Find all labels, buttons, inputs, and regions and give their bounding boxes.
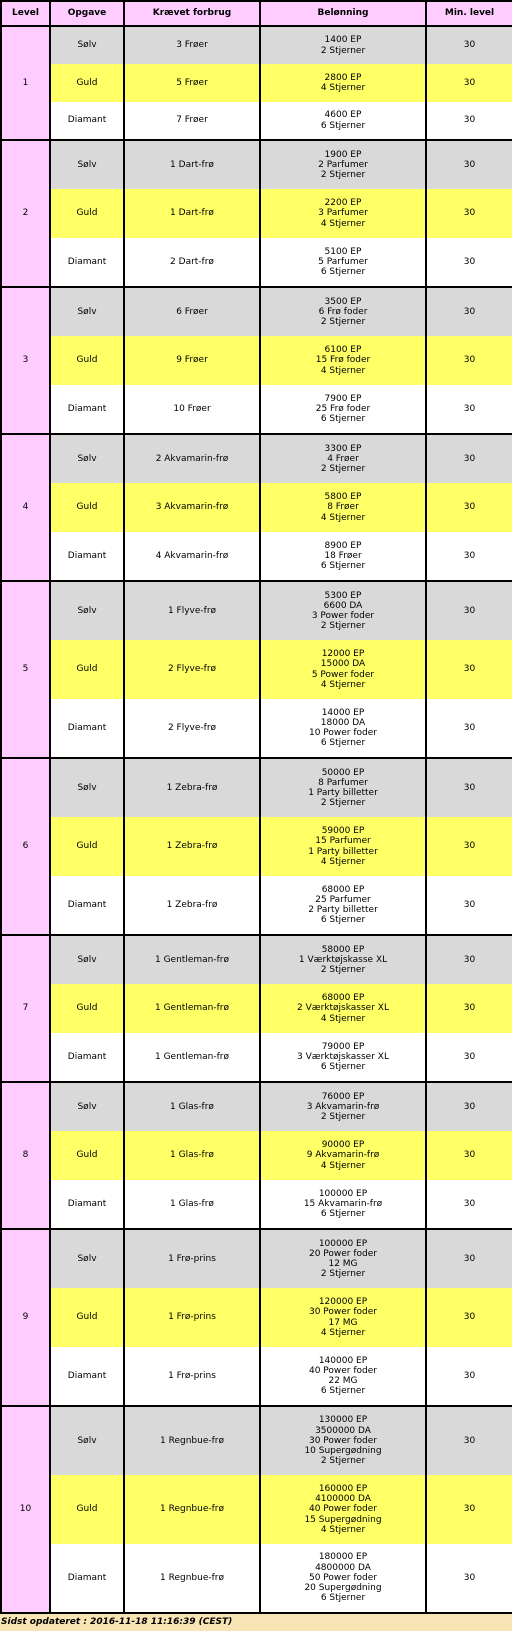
- opgave-cell: Diamant: [50, 385, 124, 434]
- min-level-cell: 30: [426, 1288, 512, 1347]
- reward-line: 20 Power foder: [308, 1248, 377, 1259]
- reward-line: 2 Stjerner: [320, 170, 366, 181]
- reward-cell: [260, 336, 426, 385]
- opgave-cell: Guld: [50, 336, 124, 385]
- reward-line: 4800000 DA: [315, 1562, 371, 1573]
- reward-line: 2 Stjerner: [320, 45, 366, 56]
- opgave-cell: Sølv: [50, 758, 124, 817]
- table-row: [1, 189, 512, 238]
- reward-line: 18000 DA: [320, 717, 366, 728]
- reward-line: 2 Stjerner: [320, 965, 366, 976]
- reward-line: 4 Stjerner: [320, 1013, 366, 1024]
- opgave-cell: Guld: [50, 1288, 124, 1347]
- table-row: [1, 1288, 512, 1347]
- opgave-cell: Diamant: [50, 102, 124, 140]
- header-min-level: Min. level: [426, 1, 512, 26]
- min-level-cell: 30: [426, 984, 512, 1033]
- table-row: [1, 935, 512, 984]
- forbrug-cell: 1 Zebra-frø: [124, 817, 260, 876]
- reward-line: 6 Stjerner: [320, 120, 366, 131]
- reward-line: 2800 EP: [324, 72, 362, 83]
- min-level-cell: 30: [426, 640, 512, 699]
- header-level: Level: [1, 1, 50, 26]
- table-row: [1, 532, 512, 581]
- reward-cell: [260, 817, 426, 876]
- reward-line: 180000 EP: [318, 1552, 368, 1563]
- forbrug-cell: 7 Frøer: [124, 102, 260, 140]
- table-row: [1, 1347, 512, 1406]
- last-updated: Sidst opdateret : 2016-11-18 11:16:39 (CEST): [1, 1617, 233, 1627]
- level-cell: 7: [1, 935, 50, 1082]
- reward-line: 8 Frøer: [327, 502, 359, 513]
- reward-line: 4100000 DA: [315, 1494, 371, 1505]
- table-row: [1, 287, 512, 336]
- reward-line: 100000 EP: [318, 1238, 368, 1249]
- opgave-cell: Diamant: [50, 1033, 124, 1082]
- opgave-cell: Guld: [50, 64, 124, 102]
- reward-line: 1 Party billetter: [308, 788, 378, 798]
- forbrug-cell: 1 Zebra-frø: [124, 758, 260, 817]
- reward-line: 5300 EP: [324, 590, 362, 601]
- opgave-cell: Guld: [50, 483, 124, 532]
- reward-cell: [260, 581, 426, 640]
- opgave-cell: Sølv: [50, 26, 124, 64]
- opgave-cell: Sølv: [50, 1406, 124, 1475]
- forbrug-cell: 1 Gentleman-frø: [124, 984, 260, 1033]
- reward-line: 79000 EP: [321, 1041, 365, 1052]
- header-belonning: Belønning: [260, 1, 426, 26]
- min-level-cell: 30: [426, 1131, 512, 1180]
- min-level-cell: 30: [426, 140, 512, 189]
- opgave-cell: Guld: [50, 817, 124, 876]
- level-cell: 8: [1, 1082, 50, 1229]
- forbrug-cell: 1 Glas-frø: [124, 1082, 260, 1131]
- min-level-cell: 30: [426, 817, 512, 876]
- min-level-cell: 30: [426, 581, 512, 640]
- min-level-cell: 30: [426, 532, 512, 581]
- reward-line: 68000 EP: [321, 884, 365, 895]
- reward-line: 25 Parfumer: [315, 894, 371, 905]
- opgave-cell: Diamant: [50, 1347, 124, 1406]
- reward-line: 10 Supergødning: [304, 1446, 382, 1457]
- reward-cell: [260, 1347, 426, 1406]
- reward-cell: [260, 1406, 426, 1475]
- reward-line: 4 Stjerner: [320, 83, 366, 93]
- level-cell: 3: [1, 287, 50, 434]
- reward-line: 17 MG: [328, 1317, 358, 1328]
- forbrug-cell: 3 Akvamarin-frø: [124, 483, 260, 532]
- reward-cell: [260, 102, 426, 140]
- reward-line: 9 Akvamarin-frø: [306, 1150, 380, 1161]
- min-level-cell: 30: [426, 1406, 512, 1475]
- forbrug-cell: 1 Glas-frø: [124, 1180, 260, 1229]
- min-level-cell: 30: [426, 876, 512, 935]
- forbrug-cell: 1 Dart-frø: [124, 189, 260, 238]
- table-row: [1, 984, 512, 1033]
- reward-line: 2 Parfumer: [318, 159, 368, 170]
- min-level-cell: 30: [426, 102, 512, 140]
- reward-line: 15000 DA: [320, 659, 366, 670]
- reward-cell: [260, 876, 426, 935]
- forbrug-cell: 1 Zebra-frø: [124, 876, 260, 935]
- header-forbrug: Krævet forbrug: [124, 1, 260, 26]
- header-opgave: Opgave: [50, 1, 124, 26]
- table-row: [1, 434, 512, 483]
- table-body: [1, 26, 512, 1613]
- reward-line: 6 Stjerner: [320, 561, 366, 572]
- min-level-cell: 30: [426, 1082, 512, 1131]
- level-cell: 5: [1, 581, 50, 758]
- forbrug-cell: 2 Akvamarin-frø: [124, 434, 260, 483]
- table-row: [1, 64, 512, 102]
- reward-line: 3500 EP: [324, 296, 362, 307]
- table-row: [1, 758, 512, 817]
- opgave-cell: Diamant: [50, 1544, 124, 1613]
- opgave-cell: Guld: [50, 984, 124, 1033]
- forbrug-cell: 1 Regnbue-frø: [124, 1544, 260, 1613]
- reward-cell: [260, 640, 426, 699]
- forbrug-cell: 3 Frøer: [124, 26, 260, 64]
- reward-cell: [260, 64, 426, 102]
- level-cell: 6: [1, 758, 50, 935]
- reward-line: 4 Stjerner: [320, 512, 366, 523]
- reward-cell: [260, 1180, 426, 1229]
- reward-line: 12 MG: [328, 1259, 358, 1269]
- forbrug-cell: 5 Frøer: [124, 64, 260, 102]
- min-level-cell: 30: [426, 434, 512, 483]
- table-row: [1, 140, 512, 189]
- table-row: [1, 876, 512, 935]
- table-row: [1, 1082, 512, 1131]
- opgave-cell: Guld: [50, 189, 124, 238]
- min-level-cell: 30: [426, 287, 512, 336]
- reward-line: 2 Stjerner: [320, 1456, 366, 1467]
- reward-cell: [260, 434, 426, 483]
- reward-line: 1 Party billetter: [308, 846, 378, 857]
- reward-line: 6 Stjerner: [320, 738, 366, 749]
- min-level-cell: 30: [426, 699, 512, 758]
- reward-cell: [260, 140, 426, 189]
- reward-line: 6100 EP: [324, 345, 362, 356]
- forbrug-cell: 1 Flyve-frø: [124, 581, 260, 640]
- reward-cell: [260, 1229, 426, 1288]
- reward-line: 130000 EP: [318, 1415, 368, 1426]
- reward-line: 2200 EP: [324, 198, 362, 209]
- forbrug-cell: 1 Frø-prins: [124, 1347, 260, 1406]
- reward-line: 160000 EP: [318, 1483, 368, 1494]
- reward-line: 4 Frøer: [327, 453, 359, 464]
- table-row: [1, 102, 512, 140]
- reward-line: 6 Stjerner: [320, 1062, 366, 1073]
- reward-line: 2 Stjerner: [320, 1269, 366, 1280]
- reward-line: 3 Power foder: [311, 611, 375, 621]
- opgave-cell: Guld: [50, 1131, 124, 1180]
- reward-cell: [260, 1082, 426, 1131]
- opgave-cell: Sølv: [50, 434, 124, 483]
- forbrug-cell: 4 Akvamarin-frø: [124, 532, 260, 581]
- reward-line: 40 Power foder: [308, 1365, 377, 1376]
- reward-line: 15 Frø foder: [315, 355, 371, 366]
- opgave-cell: Sølv: [50, 1082, 124, 1131]
- reward-cell: [260, 758, 426, 817]
- reward-cell: [260, 238, 426, 287]
- table-row: [1, 1033, 512, 1082]
- min-level-cell: 30: [426, 1347, 512, 1406]
- reward-line: 15 Parfumer: [315, 836, 371, 847]
- forbrug-cell: 9 Frøer: [124, 336, 260, 385]
- reward-line: 4 Stjerner: [320, 1160, 366, 1171]
- reward-line: 59000 EP: [321, 826, 365, 837]
- reward-line: 2 Stjerner: [320, 464, 366, 475]
- reward-line: 4 Stjerner: [320, 679, 366, 690]
- reward-cell: [260, 385, 426, 434]
- reward-line: 20 Supergødning: [304, 1583, 382, 1594]
- reward-line: 25 Frø foder: [315, 403, 371, 414]
- min-level-cell: 30: [426, 336, 512, 385]
- forbrug-cell: 1 Glas-frø: [124, 1131, 260, 1180]
- reward-line: 3 Parfumer: [318, 208, 368, 219]
- reward-line: 8900 EP: [324, 540, 362, 551]
- reward-line: 76000 EP: [321, 1091, 365, 1102]
- forbrug-cell: 2 Flyve-frø: [124, 699, 260, 758]
- table-row: [1, 640, 512, 699]
- level-cell: 4: [1, 434, 50, 581]
- reward-line: 3500000 DA: [315, 1425, 371, 1436]
- reward-line: 6 Stjerner: [320, 1386, 366, 1397]
- reward-cell: [260, 1288, 426, 1347]
- reward-line: 14000 EP: [321, 707, 365, 718]
- opgave-cell: Sølv: [50, 140, 124, 189]
- level-cell: 2: [1, 140, 50, 287]
- level-cell: 1: [1, 26, 50, 140]
- reward-line: 5 Parfumer: [318, 256, 368, 267]
- reward-cell: [260, 984, 426, 1033]
- reward-line: 5 Power foder: [311, 669, 375, 680]
- forbrug-cell: 1 Gentleman-frø: [124, 935, 260, 984]
- reward-line: 5800 EP: [324, 492, 362, 503]
- reward-line: 1400 EP: [324, 35, 362, 46]
- opgave-cell: Diamant: [50, 876, 124, 935]
- opgave-cell: Sølv: [50, 1229, 124, 1288]
- reward-line: 90000 EP: [321, 1140, 365, 1151]
- min-level-cell: 30: [426, 385, 512, 434]
- header-row: [1, 1, 512, 26]
- reward-line: 8 Parfumer: [318, 777, 368, 788]
- reward-line: 4 Stjerner: [320, 218, 366, 229]
- min-level-cell: 30: [426, 64, 512, 102]
- reward-line: 1900 EP: [324, 149, 362, 160]
- level-cell: 9: [1, 1229, 50, 1406]
- table-row: [1, 1406, 512, 1475]
- reward-cell: [260, 26, 426, 64]
- table-row: [1, 1544, 512, 1613]
- table-row: [1, 817, 512, 876]
- min-level-cell: 30: [426, 1033, 512, 1082]
- min-level-cell: 30: [426, 1475, 512, 1544]
- min-level-cell: 30: [426, 1544, 512, 1613]
- reward-line: 2 Party billetter: [308, 905, 378, 915]
- table-row: [1, 238, 512, 287]
- reward-line: 5100 EP: [324, 246, 362, 257]
- reward-line: 4 Stjerner: [320, 856, 366, 867]
- reward-line: 140000 EP: [318, 1355, 368, 1366]
- reward-cell: [260, 483, 426, 532]
- opgave-cell: Diamant: [50, 699, 124, 758]
- level-cell: 10: [1, 1406, 50, 1613]
- min-level-cell: 30: [426, 1180, 512, 1229]
- forbrug-cell: 1 Frø-prins: [124, 1288, 260, 1347]
- reward-line: 3 Akvamarin-frø: [306, 1101, 380, 1112]
- reward-line: 30 Power foder: [308, 1435, 377, 1446]
- reward-line: 2 Stjerner: [320, 317, 366, 328]
- reward-line: 58000 EP: [321, 944, 365, 955]
- reward-cell: [260, 1033, 426, 1082]
- opgave-cell: Diamant: [50, 238, 124, 287]
- opgave-cell: Diamant: [50, 1180, 124, 1229]
- reward-cell: [260, 1131, 426, 1180]
- reward-line: 15 Akvamarin-frø: [303, 1198, 383, 1209]
- forbrug-cell: 2 Dart-frø: [124, 238, 260, 287]
- reward-line: 10 Power foder: [308, 728, 377, 738]
- reward-cell: [260, 189, 426, 238]
- opgave-cell: Sølv: [50, 935, 124, 984]
- reward-line: 6 Stjerner: [320, 414, 366, 425]
- reward-line: 6 Frø foder: [318, 306, 368, 317]
- forbrug-cell: 2 Flyve-frø: [124, 640, 260, 699]
- forbrug-cell: 1 Gentleman-frø: [124, 1033, 260, 1082]
- reward-line: 2 Stjerner: [320, 1112, 366, 1123]
- forbrug-cell: 6 Frøer: [124, 287, 260, 336]
- table-row: [1, 1475, 512, 1544]
- table-row: [1, 699, 512, 758]
- reward-line: 4 Stjerner: [320, 1327, 366, 1338]
- table-row: [1, 385, 512, 434]
- reward-line: 7900 EP: [324, 393, 362, 404]
- min-level-cell: 30: [426, 26, 512, 64]
- reward-line: 4600 EP: [324, 110, 362, 121]
- min-level-cell: 30: [426, 1229, 512, 1288]
- reward-line: 18 Frøer: [324, 550, 362, 561]
- min-level-cell: 30: [426, 935, 512, 984]
- reward-cell: [260, 1475, 426, 1544]
- min-level-cell: 30: [426, 483, 512, 532]
- reward-cell: [260, 287, 426, 336]
- reward-line: 50 Power foder: [308, 1572, 377, 1583]
- reward-line: 2 Stjerner: [320, 798, 366, 809]
- forbrug-cell: 1 Dart-frø: [124, 140, 260, 189]
- reward-line: 2 Stjerner: [320, 621, 366, 632]
- opgave-cell: Sølv: [50, 287, 124, 336]
- table-row: [1, 336, 512, 385]
- table-row: [1, 483, 512, 532]
- table-row: [1, 581, 512, 640]
- reward-line: 100000 EP: [318, 1188, 368, 1199]
- reward-line: 15 Supergødning: [304, 1514, 382, 1525]
- opgave-cell: Guld: [50, 1475, 124, 1544]
- opgave-cell: Sølv: [50, 581, 124, 640]
- reward-line: 6 Stjerner: [320, 1593, 366, 1604]
- reward-line: 6 Stjerner: [320, 915, 366, 926]
- reward-line: 12000 EP: [321, 649, 365, 660]
- reward-line: 40 Power foder: [308, 1504, 377, 1515]
- reward-line: 6600 DA: [323, 600, 363, 611]
- reward-line: 68000 EP: [321, 993, 365, 1004]
- reward-cell: [260, 699, 426, 758]
- reward-line: 6 Stjerner: [320, 267, 366, 278]
- reward-line: 22 MG: [328, 1376, 358, 1386]
- forbrug-cell: 1 Regnbue-frø: [124, 1475, 260, 1544]
- reward-cell: [260, 935, 426, 984]
- reward-line: 3 Værktøjskasser XL: [297, 1051, 389, 1062]
- reward-line: 2 Værktøjskasser XL: [297, 1003, 389, 1014]
- reward-line: 6 Stjerner: [320, 1209, 366, 1220]
- opgave-cell: Guld: [50, 640, 124, 699]
- forbrug-cell: 1 Regnbue-frø: [124, 1406, 260, 1475]
- forbrug-cell: 1 Frø-prins: [124, 1229, 260, 1288]
- reward-cell: [260, 532, 426, 581]
- table-row: [1, 1180, 512, 1229]
- table-row: [1, 1229, 512, 1288]
- reward-line: 4 Stjerner: [320, 1524, 366, 1535]
- reward-line: 3300 EP: [324, 443, 362, 454]
- reward-line: 30 Power foder: [308, 1307, 377, 1318]
- min-level-cell: 30: [426, 758, 512, 817]
- reward-line: 4 Stjerner: [320, 365, 366, 376]
- min-level-cell: 30: [426, 189, 512, 238]
- table-row: [1, 1131, 512, 1180]
- min-level-cell: 30: [426, 238, 512, 287]
- reward-cell: [260, 1544, 426, 1613]
- reward-line: 1 Værktøjskasse XL: [298, 954, 388, 965]
- opgave-cell: Diamant: [50, 532, 124, 581]
- reward-line: 50000 EP: [321, 767, 365, 778]
- forbrug-cell: 10 Frøer: [124, 385, 260, 434]
- table-row: [1, 26, 512, 64]
- reward-line: 120000 EP: [318, 1297, 368, 1308]
